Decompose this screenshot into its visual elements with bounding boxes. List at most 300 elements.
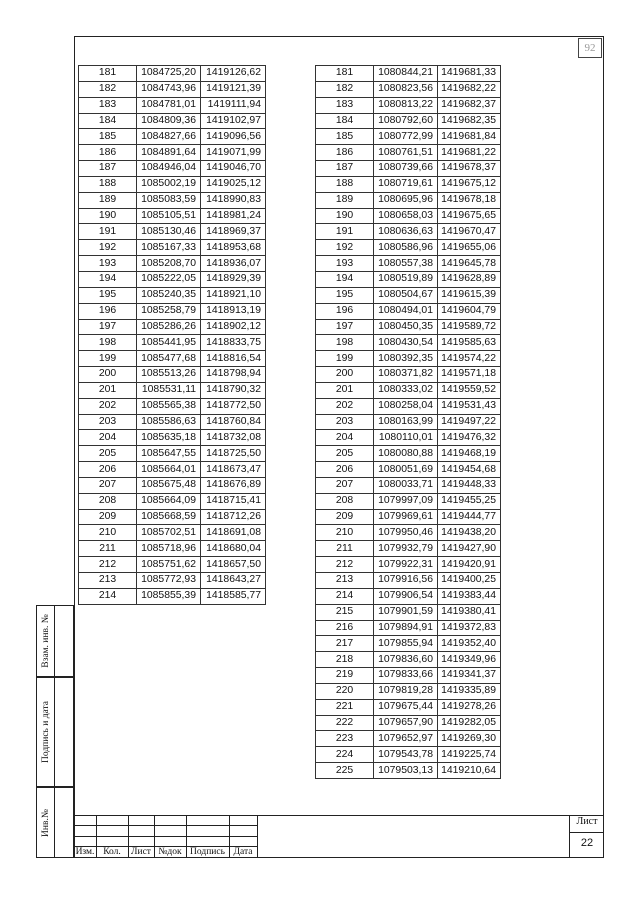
point-number-cell: 225 — [316, 763, 374, 779]
point-number-cell: 181 — [79, 66, 137, 82]
x-coordinate-cell: 1085702,51 — [137, 525, 201, 541]
x-coordinate-cell: 1085240,35 — [137, 287, 201, 303]
y-coordinate-cell: 1419111,94 — [201, 97, 266, 113]
y-coordinate-cell: 1419282,05 — [438, 715, 501, 731]
x-coordinate-cell: 1079836,60 — [374, 652, 438, 668]
point-number-cell: 198 — [79, 335, 137, 351]
table-row — [79, 287, 266, 303]
table-row — [316, 699, 501, 715]
sidebar-cell-inv — [36, 787, 74, 858]
x-coordinate-cell: 1084781,01 — [137, 97, 201, 113]
x-coordinate-cell: 1080494,01 — [374, 303, 438, 319]
y-coordinate-cell: 1418680,04 — [201, 541, 266, 557]
table-row — [316, 477, 501, 493]
x-coordinate-cell: 1080258,04 — [374, 398, 438, 414]
point-number-cell: 212 — [316, 557, 374, 573]
y-coordinate-cell: 1419427,90 — [438, 541, 501, 557]
x-coordinate-cell: 1085664,09 — [137, 493, 201, 509]
y-coordinate-cell: 1418712,26 — [201, 509, 266, 525]
table-row — [316, 66, 501, 82]
y-coordinate-cell: 1419269,30 — [438, 731, 501, 747]
x-coordinate-cell: 1085664,01 — [137, 462, 201, 478]
y-coordinate-cell: 1418798,94 — [201, 367, 266, 383]
sheet-label: Лист — [576, 816, 598, 827]
point-number-cell: 186 — [316, 145, 374, 161]
point-number-cell: 195 — [79, 287, 137, 303]
table-row — [316, 161, 501, 177]
point-number-cell: 209 — [79, 509, 137, 525]
point-number-cell: 185 — [316, 129, 374, 145]
y-coordinate-cell: 1419615,39 — [438, 287, 501, 303]
table-row — [79, 113, 266, 129]
x-coordinate-cell: 1085258,79 — [137, 303, 201, 319]
header-list: Лист — [131, 847, 151, 857]
point-number-cell: 208 — [79, 493, 137, 509]
point-number-cell: 224 — [316, 747, 374, 763]
table-row — [316, 731, 501, 747]
x-coordinate-cell: 1080450,35 — [374, 319, 438, 335]
y-coordinate-cell: 1419645,78 — [438, 256, 501, 272]
point-number-cell: 210 — [79, 525, 137, 541]
y-coordinate-cell: 1419071,99 — [201, 145, 266, 161]
point-number-cell: 213 — [79, 573, 137, 589]
y-coordinate-cell: 1419455,25 — [438, 493, 501, 509]
point-number-cell: 222 — [316, 715, 374, 731]
x-coordinate-cell: 1085167,33 — [137, 240, 201, 256]
x-coordinate-cell: 1080792,60 — [374, 113, 438, 129]
table-row — [316, 462, 501, 478]
x-coordinate-cell: 1079997,09 — [374, 493, 438, 509]
y-coordinate-cell: 1419682,35 — [438, 113, 501, 129]
x-coordinate-cell: 1079922,31 — [374, 557, 438, 573]
point-number-cell: 214 — [79, 588, 137, 604]
table-row — [316, 208, 501, 224]
y-coordinate-cell: 1418936,07 — [201, 256, 266, 272]
y-coordinate-cell: 1418929,39 — [201, 271, 266, 287]
point-number-cell: 218 — [316, 652, 374, 668]
x-coordinate-cell: 1080163,99 — [374, 414, 438, 430]
page-stamp: 92 — [578, 38, 602, 58]
x-coordinate-cell: 1085208,70 — [137, 256, 201, 272]
point-number-cell: 188 — [79, 176, 137, 192]
y-coordinate-cell: 1419468,19 — [438, 446, 501, 462]
table-row — [79, 509, 266, 525]
table-row — [79, 446, 266, 462]
point-number-cell: 197 — [79, 319, 137, 335]
y-coordinate-cell: 1418990,83 — [201, 192, 266, 208]
y-coordinate-cell: 1419675,65 — [438, 208, 501, 224]
y-coordinate-cell: 1419352,40 — [438, 636, 501, 652]
x-coordinate-cell: 1080586,96 — [374, 240, 438, 256]
y-coordinate-cell: 1418772,50 — [201, 398, 266, 414]
point-number-cell: 186 — [79, 145, 137, 161]
table-row — [316, 303, 501, 319]
point-number-cell: 182 — [316, 81, 374, 97]
table-row — [79, 382, 266, 398]
y-coordinate-cell: 1419604,79 — [438, 303, 501, 319]
x-coordinate-cell: 1080519,89 — [374, 271, 438, 287]
x-coordinate-cell: 1079652,97 — [374, 731, 438, 747]
y-coordinate-cell: 1418725,50 — [201, 446, 266, 462]
y-coordinate-cell: 1419681,33 — [438, 66, 501, 82]
x-coordinate-cell: 1080772,99 — [374, 129, 438, 145]
point-number-cell: 206 — [79, 462, 137, 478]
point-number-cell: 212 — [79, 557, 137, 573]
y-coordinate-cell: 1418673,47 — [201, 462, 266, 478]
y-coordinate-cell: 1418981,24 — [201, 208, 266, 224]
x-coordinate-cell: 1080844,21 — [374, 66, 438, 82]
point-number-cell: 181 — [316, 66, 374, 82]
x-coordinate-cell: 1084946,04 — [137, 161, 201, 177]
y-coordinate-cell: 1419349,96 — [438, 652, 501, 668]
y-coordinate-cell: 1419681,22 — [438, 145, 501, 161]
table-row — [79, 493, 266, 509]
x-coordinate-cell: 1079819,28 — [374, 683, 438, 699]
table-row — [79, 81, 266, 97]
table-row — [79, 97, 266, 113]
x-coordinate-cell: 1085647,55 — [137, 446, 201, 462]
y-coordinate-cell: 1419335,89 — [438, 683, 501, 699]
y-coordinate-cell: 1419559,52 — [438, 382, 501, 398]
sidebar-label-vzam: Взам. инв. № — [40, 614, 51, 668]
header-ndok: №док — [158, 847, 182, 857]
x-coordinate-cell: 1085718,96 — [137, 541, 201, 557]
table-row — [79, 430, 266, 446]
x-coordinate-cell: 1084725,20 — [137, 66, 201, 82]
table-row — [316, 367, 501, 383]
x-coordinate-cell: 1080392,35 — [374, 351, 438, 367]
y-coordinate-cell: 1418760,84 — [201, 414, 266, 430]
y-coordinate-cell: 1419574,22 — [438, 351, 501, 367]
x-coordinate-cell: 1079894,91 — [374, 620, 438, 636]
table-row — [79, 256, 266, 272]
x-coordinate-cell: 1080504,67 — [374, 287, 438, 303]
table-row — [316, 573, 501, 589]
point-number-cell: 195 — [316, 287, 374, 303]
y-coordinate-cell: 1418676,89 — [201, 477, 266, 493]
point-number-cell: 183 — [316, 97, 374, 113]
header-podpis: Подпись — [190, 847, 225, 857]
point-number-cell: 183 — [79, 97, 137, 113]
point-number-cell: 199 — [79, 351, 137, 367]
point-number-cell: 210 — [316, 525, 374, 541]
y-coordinate-cell: 1418691,08 — [201, 525, 266, 541]
x-coordinate-cell: 1079855,94 — [374, 636, 438, 652]
table-row — [79, 335, 266, 351]
table-row — [316, 636, 501, 652]
y-coordinate-cell: 1419444,77 — [438, 509, 501, 525]
point-number-cell: 201 — [316, 382, 374, 398]
x-coordinate-cell: 1085565,38 — [137, 398, 201, 414]
table-row — [316, 430, 501, 446]
coordinates-table-right — [315, 65, 501, 779]
y-coordinate-cell: 1418816,54 — [201, 351, 266, 367]
table-row — [316, 287, 501, 303]
table-row — [79, 176, 266, 192]
x-coordinate-cell: 1079901,59 — [374, 604, 438, 620]
table-row — [316, 97, 501, 113]
point-number-cell: 194 — [79, 271, 137, 287]
table-row — [79, 129, 266, 145]
x-coordinate-cell: 1085222,05 — [137, 271, 201, 287]
x-coordinate-cell: 1085635,18 — [137, 430, 201, 446]
x-coordinate-cell: 1080430,54 — [374, 335, 438, 351]
point-number-cell: 197 — [316, 319, 374, 335]
table-row — [79, 208, 266, 224]
x-coordinate-cell: 1080636,63 — [374, 224, 438, 240]
point-number-cell: 217 — [316, 636, 374, 652]
x-coordinate-cell: 1079969,61 — [374, 509, 438, 525]
table-row — [316, 668, 501, 684]
x-coordinate-cell: 1085002,19 — [137, 176, 201, 192]
table-row — [316, 414, 501, 430]
y-coordinate-cell: 1419589,72 — [438, 319, 501, 335]
point-number-cell: 200 — [316, 367, 374, 383]
point-number-cell: 204 — [79, 430, 137, 446]
table-row — [79, 66, 266, 82]
x-coordinate-cell: 1085477,68 — [137, 351, 201, 367]
x-coordinate-cell: 1080761,51 — [374, 145, 438, 161]
table-row — [316, 652, 501, 668]
x-coordinate-cell: 1079950,46 — [374, 525, 438, 541]
x-coordinate-cell: 1084891,64 — [137, 145, 201, 161]
y-coordinate-cell: 1419476,32 — [438, 430, 501, 446]
x-coordinate-cell: 1080033,71 — [374, 477, 438, 493]
table-row — [316, 145, 501, 161]
table-row — [316, 493, 501, 509]
x-coordinate-cell: 1084743,96 — [137, 81, 201, 97]
y-coordinate-cell: 1419675,12 — [438, 176, 501, 192]
table-row — [79, 303, 266, 319]
y-coordinate-cell: 1418643,27 — [201, 573, 266, 589]
y-coordinate-cell: 1418715,41 — [201, 493, 266, 509]
y-coordinate-cell: 1418585,77 — [201, 588, 266, 604]
table-row — [316, 192, 501, 208]
y-coordinate-cell: 1419383,44 — [438, 588, 501, 604]
x-coordinate-cell: 1084827,66 — [137, 129, 201, 145]
x-coordinate-cell: 1079916,56 — [374, 573, 438, 589]
table-row — [316, 351, 501, 367]
y-coordinate-cell: 1418913,19 — [201, 303, 266, 319]
table-row — [316, 224, 501, 240]
table-row — [79, 240, 266, 256]
table-row — [79, 351, 266, 367]
y-coordinate-cell: 1419096,56 — [201, 129, 266, 145]
x-coordinate-cell: 1079675,44 — [374, 699, 438, 715]
table-row — [316, 335, 501, 351]
point-number-cell: 201 — [79, 382, 137, 398]
x-coordinate-cell: 1080813,22 — [374, 97, 438, 113]
table-row — [79, 557, 266, 573]
x-coordinate-cell: 1080695,96 — [374, 192, 438, 208]
point-number-cell: 188 — [316, 176, 374, 192]
sheet-number: 22 — [580, 837, 594, 849]
y-coordinate-cell: 1419380,41 — [438, 604, 501, 620]
y-coordinate-cell: 1419400,25 — [438, 573, 501, 589]
y-coordinate-cell: 1419678,37 — [438, 161, 501, 177]
table-row — [316, 129, 501, 145]
point-number-cell: 223 — [316, 731, 374, 747]
x-coordinate-cell: 1079503,13 — [374, 763, 438, 779]
table-row — [79, 477, 266, 493]
point-number-cell: 190 — [79, 208, 137, 224]
y-coordinate-cell: 1418732,08 — [201, 430, 266, 446]
point-number-cell: 184 — [79, 113, 137, 129]
table-row — [79, 319, 266, 335]
point-number-cell: 207 — [79, 477, 137, 493]
y-coordinate-cell: 1419448,33 — [438, 477, 501, 493]
point-number-cell: 199 — [316, 351, 374, 367]
y-coordinate-cell: 1418790,32 — [201, 382, 266, 398]
table-row — [316, 256, 501, 272]
table-row — [316, 541, 501, 557]
y-coordinate-cell: 1418657,50 — [201, 557, 266, 573]
table-row — [79, 145, 266, 161]
x-coordinate-cell: 1079932,79 — [374, 541, 438, 557]
point-number-cell: 189 — [316, 192, 374, 208]
point-number-cell: 189 — [79, 192, 137, 208]
x-coordinate-cell: 1085286,26 — [137, 319, 201, 335]
y-coordinate-cell: 1419420,91 — [438, 557, 501, 573]
sidebar-label-podpis: Подпись и дата — [40, 700, 51, 764]
sidebar-label-inv: Инв.№ — [40, 808, 51, 837]
point-number-cell: 216 — [316, 620, 374, 636]
x-coordinate-cell: 1080371,82 — [374, 367, 438, 383]
table-row — [79, 573, 266, 589]
table-row — [79, 414, 266, 430]
x-coordinate-cell: 1079833,66 — [374, 668, 438, 684]
x-coordinate-cell: 1079657,90 — [374, 715, 438, 731]
point-number-cell: 182 — [79, 81, 137, 97]
x-coordinate-cell: 1080823,56 — [374, 81, 438, 97]
table-row — [316, 509, 501, 525]
y-coordinate-cell: 1419682,22 — [438, 81, 501, 97]
y-coordinate-cell: 1419225,74 — [438, 747, 501, 763]
y-coordinate-cell: 1419682,37 — [438, 97, 501, 113]
table-row — [316, 382, 501, 398]
point-number-cell: 202 — [316, 398, 374, 414]
table-row — [79, 271, 266, 287]
table-row — [316, 176, 501, 192]
table-row — [79, 525, 266, 541]
y-coordinate-cell: 1418953,68 — [201, 240, 266, 256]
point-number-cell: 184 — [316, 113, 374, 129]
y-coordinate-cell: 1419531,43 — [438, 398, 501, 414]
table-row — [79, 192, 266, 208]
table-row — [79, 541, 266, 557]
y-coordinate-cell: 1419025,12 — [201, 176, 266, 192]
x-coordinate-cell: 1080110,01 — [374, 430, 438, 446]
table-row — [79, 462, 266, 478]
x-coordinate-cell: 1085751,62 — [137, 557, 201, 573]
point-number-cell: 187 — [316, 161, 374, 177]
y-coordinate-cell: 1419278,26 — [438, 699, 501, 715]
y-coordinate-cell: 1419628,89 — [438, 271, 501, 287]
y-coordinate-cell: 1418969,37 — [201, 224, 266, 240]
y-coordinate-cell: 1418833,75 — [201, 335, 266, 351]
table-row — [79, 161, 266, 177]
point-number-cell: 198 — [316, 335, 374, 351]
y-coordinate-cell: 1419046,70 — [201, 161, 266, 177]
title-block — [74, 815, 604, 858]
point-number-cell: 196 — [79, 303, 137, 319]
point-number-cell: 187 — [79, 161, 137, 177]
x-coordinate-cell: 1085855,39 — [137, 588, 201, 604]
y-coordinate-cell: 1418921,10 — [201, 287, 266, 303]
y-coordinate-cell: 1419681,84 — [438, 129, 501, 145]
header-kol: Кол. — [103, 847, 121, 857]
header-izm: Изм. — [75, 847, 95, 857]
y-coordinate-cell: 1419585,63 — [438, 335, 501, 351]
y-coordinate-cell: 1419438,20 — [438, 525, 501, 541]
point-number-cell: 191 — [79, 224, 137, 240]
y-coordinate-cell: 1419121,39 — [201, 81, 266, 97]
table-row — [316, 525, 501, 541]
sidebar-cell-vzam — [36, 605, 74, 677]
x-coordinate-cell: 1080658,03 — [374, 208, 438, 224]
x-coordinate-cell: 1084809,36 — [137, 113, 201, 129]
table-row — [79, 367, 266, 383]
point-number-cell: 219 — [316, 668, 374, 684]
table-row — [316, 398, 501, 414]
coordinates-table-left — [78, 65, 266, 605]
point-number-cell: 205 — [79, 446, 137, 462]
table-row — [316, 747, 501, 763]
x-coordinate-cell: 1080739,66 — [374, 161, 438, 177]
y-coordinate-cell: 1419126,62 — [201, 66, 266, 82]
y-coordinate-cell: 1419454,68 — [438, 462, 501, 478]
point-number-cell: 207 — [316, 477, 374, 493]
point-number-cell: 203 — [316, 414, 374, 430]
x-coordinate-cell: 1085531,11 — [137, 382, 201, 398]
y-coordinate-cell: 1419102,97 — [201, 113, 266, 129]
x-coordinate-cell: 1085668,59 — [137, 509, 201, 525]
x-coordinate-cell: 1080719,61 — [374, 176, 438, 192]
point-number-cell: 192 — [79, 240, 137, 256]
x-coordinate-cell: 1080557,38 — [374, 256, 438, 272]
table-row — [316, 683, 501, 699]
x-coordinate-cell: 1085772,93 — [137, 573, 201, 589]
x-coordinate-cell: 1085105,51 — [137, 208, 201, 224]
point-number-cell: 202 — [79, 398, 137, 414]
table-row — [79, 224, 266, 240]
table-row — [316, 620, 501, 636]
binding-sidebar — [36, 605, 74, 858]
point-number-cell: 185 — [79, 129, 137, 145]
y-coordinate-cell: 1419497,22 — [438, 414, 501, 430]
point-number-cell: 215 — [316, 604, 374, 620]
point-number-cell: 211 — [316, 541, 374, 557]
table-row — [316, 763, 501, 779]
point-number-cell: 200 — [79, 367, 137, 383]
table-row — [316, 557, 501, 573]
table-row — [79, 398, 266, 414]
point-number-cell: 196 — [316, 303, 374, 319]
y-coordinate-cell: 1418902,12 — [201, 319, 266, 335]
x-coordinate-cell: 1085586,63 — [137, 414, 201, 430]
point-number-cell: 214 — [316, 588, 374, 604]
point-number-cell: 192 — [316, 240, 374, 256]
header-data: Дата — [233, 847, 253, 857]
y-coordinate-cell: 1419341,37 — [438, 668, 501, 684]
x-coordinate-cell: 1080080,88 — [374, 446, 438, 462]
x-coordinate-cell: 1080333,02 — [374, 382, 438, 398]
x-coordinate-cell: 1085441,95 — [137, 335, 201, 351]
point-number-cell: 190 — [316, 208, 374, 224]
table-row — [316, 271, 501, 287]
x-coordinate-cell: 1085675,48 — [137, 477, 201, 493]
point-number-cell: 221 — [316, 699, 374, 715]
